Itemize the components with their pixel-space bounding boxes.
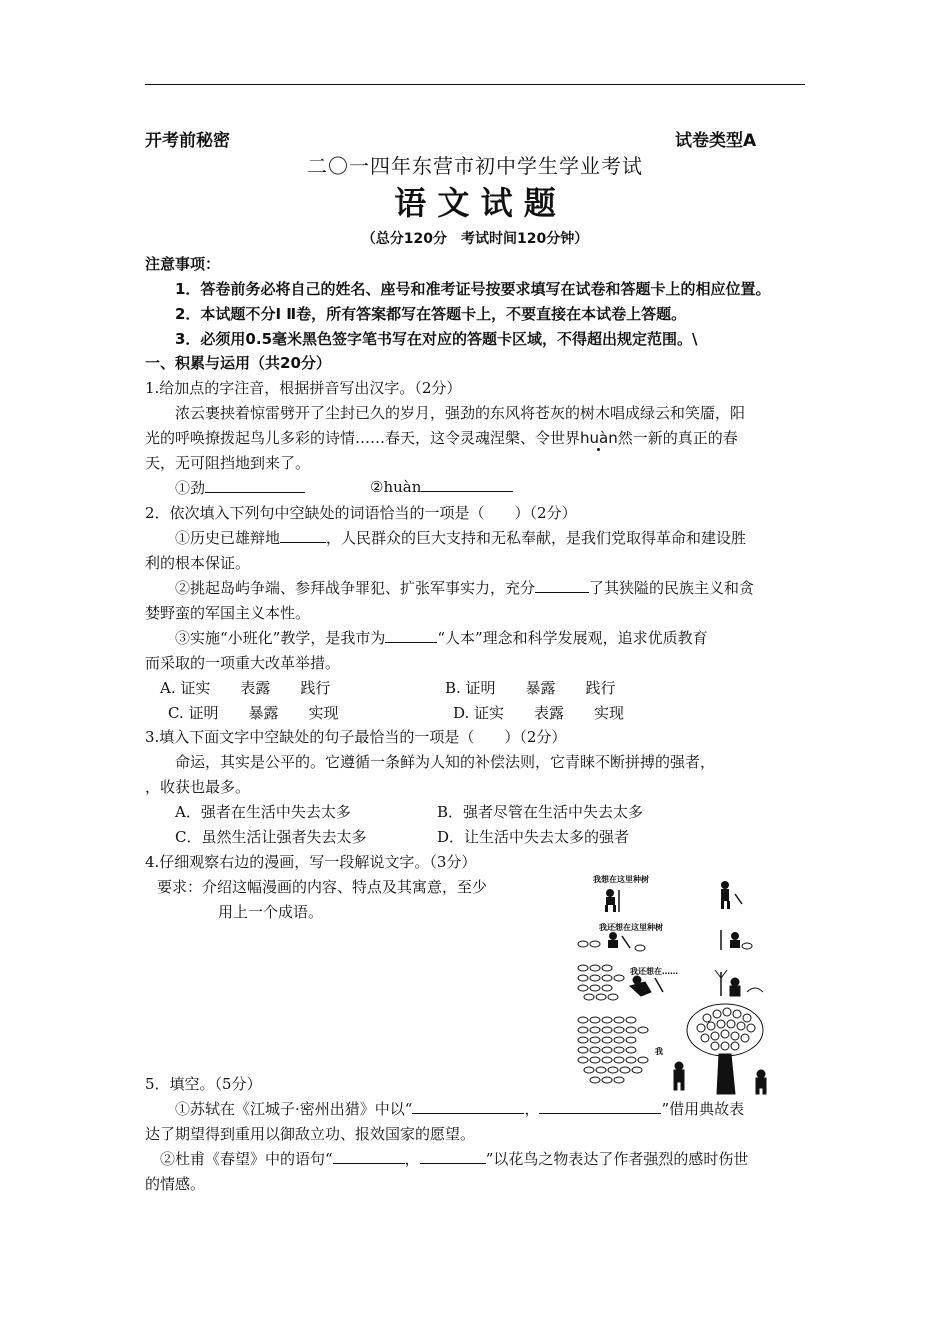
comic-panel-4 [578, 1004, 766, 1094]
note-item-1: 1．答卷前务必将自己的姓名、座号和准考证号按要求填写在试卷和答题卡上的相应位置。 [175, 280, 771, 298]
top-rule [145, 84, 805, 85]
score-time: （总分120分 考试时间120分钟） [361, 231, 589, 247]
q2-option-a[interactable]: A. 证实 表露 践行 [160, 679, 331, 697]
q4-prompt: 4.仔细观察右边的漫画，写一段解说文字。（3分） [145, 853, 477, 871]
q2-option-d[interactable]: D. 证实 表露 实现 [453, 704, 625, 722]
q2-sentence-1: ①历史已雄辩地 ，人民群众的巨大支持和无私奉献，是我们党取得革命和建设胜 [175, 529, 747, 547]
q1-pinyin: huàn [580, 429, 618, 447]
q3-option-d[interactable]: D．让生活中失去太多的强者 [437, 828, 630, 846]
section-heading: 一、积累与运用（共20分） [145, 354, 331, 372]
note-item-3: 3．必须用0.5毫米黑色签字笔书写在对应的答题卡区域，不得超出规定范围。\ [175, 330, 698, 348]
q3-text-line1: 命运，其实是公平的。它遵循一条鲜为人知的补偿法则，它青睐不断拼搏的强者， [175, 753, 716, 771]
q3-option-a[interactable]: A．强者在生活中失去太多 [175, 803, 351, 821]
q2-sentence-3-cont: 而采取的一项重大改革举措。 [145, 654, 341, 672]
comic-illustration [575, 868, 785, 1100]
subject-title: 语 文 试 题 [394, 184, 556, 222]
q5-sentence-1-cont: 达了期望得到重用以御敌立功、报效国家的愿望。 [145, 1125, 476, 1143]
note-item-2: 2．本试题不分Ⅰ Ⅱ卷，所有答案都写在答题卡上，不要直接在本试卷上答题。 [175, 305, 687, 323]
comic-panel-2 [578, 930, 752, 951]
q3-option-b[interactable]: B．强者尽管在生活中失去太多 [437, 803, 644, 821]
q2-sentence-1-cont: 利的根本保证。 [145, 554, 251, 572]
comic-caption-1: 我想在这里种树 [593, 875, 649, 884]
q1-text-line2: 光的呼唤撩拨起鸟儿多彩的诗情……春天，这令灵魂涅槃、令世界huàn然一新的真正的春 [145, 429, 738, 447]
secret-label: 开考前秘密 [145, 131, 230, 151]
q2-option-b[interactable]: B. 证明 暴露 践行 [445, 679, 616, 697]
exam-title: 二〇一四年东营市初中学生学业考试 [307, 154, 643, 178]
q5-sentence-1: ①苏轼在《江城子·密州出猎》中以“ ， ”借用典故表 [175, 1100, 745, 1118]
comic-panel-1 [605, 881, 742, 912]
q3-text-line2: ，收获也最多。 [145, 778, 251, 796]
q2-sentence-2: ②挑起岛屿争端、参拜战争罪犯、扩张军事实力，充分 了其狭隘的民族主义和贪 [175, 579, 755, 597]
q2-sentence-2-cont: 婪野蛮的军国主义本性。 [145, 604, 311, 622]
q3-option-c[interactable]: C．虽然生活让强者失去太多 [175, 828, 367, 846]
q4-requirement-line1: 要求：介绍这幅漫画的内容、特点及其寓意，至少 [157, 878, 488, 896]
q5-sentence-2-cont: 的情感。 [145, 1175, 206, 1193]
q1-prompt: 1.给加点的字注音，根据拼音写出汉字。（2分） [145, 379, 462, 397]
q2-option-c[interactable]: C. 证明 暴露 实现 [168, 704, 339, 722]
q5-blank-2[interactable] [539, 1099, 661, 1114]
q5-blank-3[interactable] [333, 1149, 405, 1164]
comic-caption-4: 我 [655, 1047, 663, 1056]
q1-text-line3: 天，无可阻挡地到来了。 [145, 454, 311, 472]
comic-caption-2: 我还想在这里种树 [599, 923, 663, 932]
q2-prompt: 2．依次填入下列句中空缺处的词语恰当的一项是（ ）（2分） [145, 504, 577, 522]
comic-caption-3: 我还想在…… [630, 967, 678, 976]
q5-blank-4[interactable] [420, 1149, 486, 1164]
q1-blank-1[interactable]: ①劲 [175, 477, 305, 498]
q5-prompt: 5．填空。（5分） [145, 1075, 262, 1093]
q4-requirement-line2: 用上一个成语。 [218, 903, 324, 921]
q5-blank-1[interactable] [412, 1099, 524, 1114]
q1-blank-2[interactable]: ②huàn [370, 477, 513, 496]
notes-heading: 注意事项： [145, 255, 221, 273]
paper-type-label: 试卷类型A [675, 131, 757, 151]
q1-text-line1: 浓云裹挟着惊雷劈开了尘封已久的岁月，强劲的东风将苍灰的树木唱成绿云和笑靥，阳 [175, 404, 746, 422]
q3-prompt: 3.填入下面文字中空缺处的句子最恰当的一项是（ ）（2分） [145, 728, 567, 746]
q2-sentence-3: ③实施“小班化”教学，是我市为 “人本”理念和科学发展观，追求优质教育 [175, 629, 708, 647]
q5-sentence-2: ②杜甫《春望》中的语句“ ， ”以花鸟之物表达了作者强烈的感时伤世 [160, 1150, 749, 1168]
